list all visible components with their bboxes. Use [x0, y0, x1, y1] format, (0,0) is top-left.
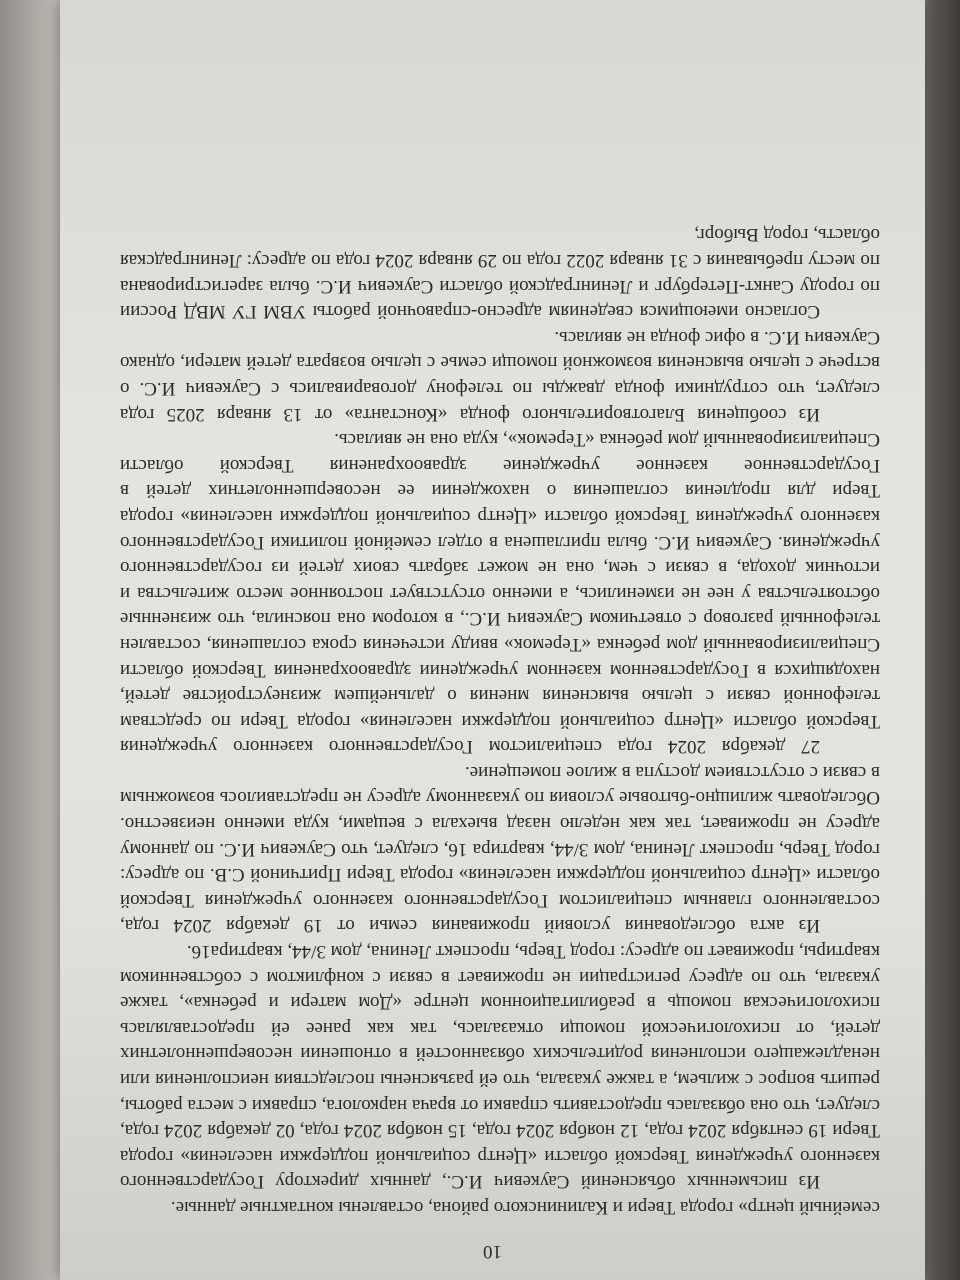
adjacent-page-fragment	[4, 1138, 60, 1162]
adjacent-page-fragment	[4, 943, 60, 967]
adjacent-page-fragment	[4, 625, 60, 649]
adjacent-page-fragment	[4, 821, 60, 845]
adjacent-page-fragment	[4, 1065, 60, 1089]
paragraph: семейный центр» города Твери и Калининского района, оставлены контактные данные.	[170, 1197, 880, 1218]
adjacent-page-fragment	[4, 1016, 60, 1040]
page-number: 10	[483, 1241, 502, 1262]
adjacent-page-fragment	[4, 650, 60, 674]
adjacent-page-fragment	[4, 455, 60, 479]
adjacent-page-fragment	[4, 1040, 60, 1064]
adjacent-page-fragment	[4, 796, 60, 820]
adjacent-page-fragment	[4, 333, 60, 357]
adjacent-page-fragment	[4, 503, 60, 527]
adjacent-page-fragment	[4, 406, 60, 430]
adjacent-page-fragment	[4, 674, 60, 698]
adjacent-page-fragment	[4, 381, 60, 405]
adjacent-page-fragment	[4, 1089, 60, 1113]
adjacent-page-fragment	[4, 357, 60, 381]
adjacent-page-fragment	[4, 601, 60, 625]
adjacent-page-fragment	[4, 894, 60, 918]
paragraph: Из письменных объяснений Саукевич И.С., данных директору Государственного казенного учреждения Тверской области «Центр социальной поддержки населения» города Твери 19 сентября 2024 года, 12 ноября 2024 года, 15 ноября 2024 года, 02 декабря 2024 года, следует, что она обязалась предоставить справки от врача нарколога, справки с места работы, решить вопрос с жильем, а также указала, что ей разъяснены последствия неисполнения или ненадлежащего исполнения родительских обязанностей в отношении несовершеннолетних детей, от психологической помощи отказалась, так как ранее ей предоставлялась психологическая помощь в реабилитационном центре «Дом матери и ребенка», также указала, что по адресу регистрации не проживает в связи с конфликтом с собственником квартиры, проживает по адресу: город Тверь, проспект Ленина, дом 3/44, квартира16.	[120, 941, 880, 1193]
adjacent-page-fragment	[4, 1211, 60, 1235]
document-page	[60, 0, 925, 1280]
adjacent-page-fragment	[4, 259, 60, 283]
paragraph: Из сообщения Благотворительного фонда «Константа» от 13 января 2025 года следует, что сотрудники фонда дважды по телефону договаривались с Саукевич И.С. о встрече с целью выяснения возможной помощи семье с целью возврата детей матери, однако Саукевич И.С. в офис фонда не явилась.	[120, 326, 880, 425]
adjacent-page-fragment-list	[4, 259, 60, 1260]
adjacent-page-fragment	[4, 284, 60, 308]
adjacent-page-fragment	[4, 967, 60, 991]
document-body	[120, 222, 880, 1220]
adjacent-page-fragment	[4, 918, 60, 942]
adjacent-page-fragment	[4, 870, 60, 894]
adjacent-page-fragment	[4, 1187, 60, 1211]
adjacent-page-fragment	[4, 699, 60, 723]
adjacent-page-fragment	[4, 552, 60, 576]
paragraph: Из акта обследования условий проживания семьи от 19 декабря 2024 года, составленного главным специалистом Государственного казенного учреждения Тверской области «Центр социальной поддержки населения» города Твери Притчиной С.В. по адресу: город Тверь, проспект Ленина, дом 3/44, квартира 16, следует, что Саукевич И.С. по данному адресу не проживает, так как неделю назад выехала с вещами, куда именно неизвестно. Обследовать жилищно-бытовые условия по указанному адресу не представилось возможным в связи с отсутствием доступа в жилое помещение.	[120, 761, 880, 937]
adjacent-page-fragment	[4, 479, 60, 503]
adjacent-page-fragment	[4, 723, 60, 747]
adjacent-page-fragment	[4, 308, 60, 332]
adjacent-page-fragment	[4, 992, 60, 1016]
adjacent-page-fragment	[4, 1162, 60, 1186]
adjacent-page-fragment	[4, 1236, 60, 1260]
adjacent-page-fragment	[4, 577, 60, 601]
paragraph: 27 декабря 2024 года специалистом Государственного казенного учреждения Тверской области «Центр социальной поддержки населения» города Твери по средствам телефонной связи с целью выяснения мнения о дальнейшем жизнеустройстве детей, находящихся в Государственном казенном учреждении здравоохранения Тверской области Специализированный дом ребенка «Теремок» ввиду истечения срока соглашения, составлен телефонный разговор с ответчиком Саукевич И.С., в котором она пояснила, что жизненные обстоятельства у нее не изменились, а именно отсутствует постоянное место жительства и источник дохода, в связи с чем, она не может забрать своих детей из государственного учреждения. Саукевич И.С. была приглашена в отдел семейной политики Государственного казенного учреждения Тверской области «Центр социальной поддержки населения» города Твери для продления соглашения о нахождении ее несовершеннолетних детей в Государственное казенное учреждение здравоохранения Тверской области Специализированный дом ребенка «Теремок», куда она не явилась.	[120, 429, 880, 758]
adjacent-page-fragment	[4, 845, 60, 869]
paragraph: Согласно имеющимся сведениям адресно-справочной работы УВМ ГУ МВД России по городу Санкт-Петербург и Ленинградской области Саукевич И.С. была зарегистрирована по месту пребывания с 31 января 2022 года по 29 января 2024 года по адресу: Ленинградская область, город Выборг,	[120, 224, 880, 323]
adjacent-page-fragment	[4, 772, 60, 796]
adjacent-page-text	[0, 0, 60, 1280]
adjacent-page-fragment	[4, 528, 60, 552]
adjacent-page-fragment	[4, 747, 60, 771]
adjacent-page-fragment	[4, 430, 60, 454]
adjacent-page-fragment	[4, 1114, 60, 1138]
